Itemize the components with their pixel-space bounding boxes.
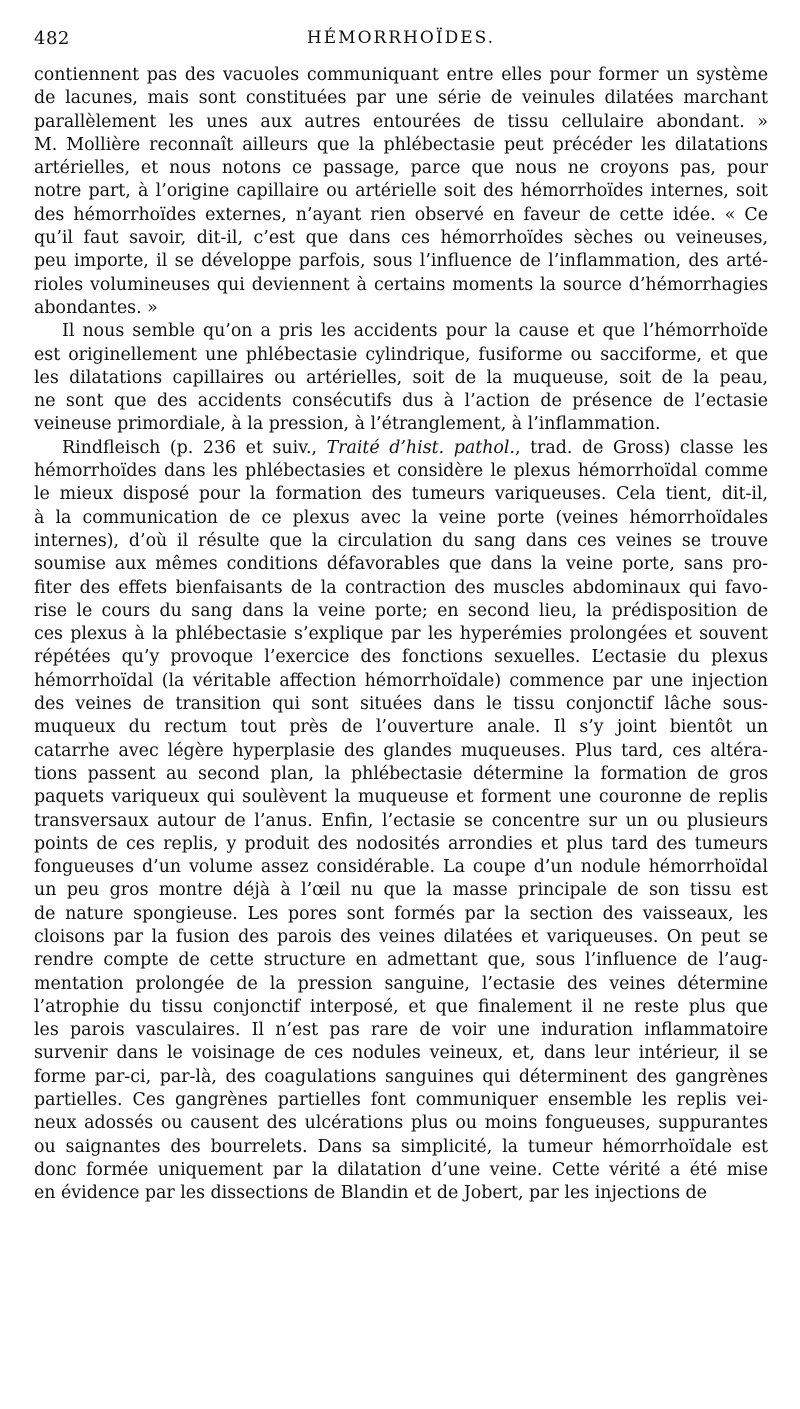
text-line: fongueuses d’un volume assez considérable. La coupe d’un nodule hémorrhoïdal	[34, 857, 768, 878]
running-title: HÉMORRHOÏDES.	[306, 28, 496, 48]
paragraph	[34, 64, 768, 320]
paragraph	[34, 437, 768, 1206]
text-line: hémorrhoïdes dans les phlébectasies et considère le plexus hémorrhoïdal comme	[34, 461, 768, 482]
text-line: est originellement une phlébectasie cylindrique, fusiforme ou sacciforme, et que	[34, 344, 768, 365]
text-line: M. Mollière reconnaît ailleurs que la phlébectasie peut précéder les dilatations	[34, 134, 768, 155]
paragraph	[34, 320, 768, 436]
text-line: muqueux du rectum tout près de l’ouverture anale. Il s’y joint bientôt un	[34, 717, 768, 738]
text-line: fiter des effets bienfaisants de la contraction des muscles abdominaux qui favo-	[34, 577, 768, 598]
text-line: les dilatations capillaires ou artérielles, soit de la muqueuse, soit de la peau,	[34, 367, 768, 388]
text-line: hémorrhoïdal (la véritable affection hémorrhoïdale) commence par une injection	[34, 670, 768, 691]
text-line: à la communication de ce plexus avec la veine porte (veines hémorrhoïdales	[34, 507, 768, 528]
text-line: les parois vasculaires. Il n’est pas rare de voir une induration inflammatoire	[34, 1020, 768, 1041]
text-line: Il nous semble qu’on a pris les accidents pour la cause et que l’hémorrhoïde	[62, 321, 768, 342]
text-line: de lacunes, mais sont constituées par une série de veinules dilatées marchant	[34, 88, 768, 109]
text-line: catarrhe avec légère hyperplasie des glandes muqueuses. Plus tard, ces altéra-	[34, 740, 768, 761]
text-line: paquets variqueux qui soulèvent la muqueuse et forment une couronne de replis	[34, 787, 768, 808]
text-line: parallèlement les unes aux autres entourées de tissu cellulaire abondant. »	[34, 111, 768, 132]
text-line: ces plexus à la phlébectasie s’explique par les hyperémies prolongées et souvent	[34, 624, 768, 645]
text-line: forme par-ci, par-là, des coagulations sanguines qui déterminent des gangrènes	[34, 1066, 768, 1087]
text-line: qu’il faut savoir, dit-il, c’est que dans ces hémorrhoïdes sèches ou veineuses,	[34, 228, 768, 249]
text-line: soumise aux mêmes conditions défavorables que dans la veine porte, sans pro-	[34, 554, 768, 575]
text-line: abondantes. »	[34, 297, 158, 318]
text-line: artérielles, et nous notons ce passage, parce que nous ne croyons pas, pour	[34, 158, 768, 179]
text-line: le mieux disposé pour la formation des tumeurs variqueuses. Cela tient, dit-il,	[34, 484, 768, 505]
text-line: contiennent pas des vacuoles communiquant entre elles pour former un système	[34, 65, 768, 85]
text-line: tions passent au second plan, la phlébectasie détermine la formation de gros	[34, 763, 768, 784]
text-line: ou saignantes des bourrelets. Dans sa simplicité, la tumeur hémorrhoïdale est	[34, 1136, 768, 1157]
text-line: transversaux autour de l’anus. Enfin, l’ectasie se concentre sur un ou plusieurs	[34, 810, 768, 831]
book-page	[34, 28, 768, 1206]
text-line: en évidence par les dissections de Blandin et de Jobert, par les injections de	[34, 1183, 707, 1204]
text-line: des veines de transition qui sont situées dans le tissu conjonctif lâche sous-	[34, 694, 768, 715]
text-line: survenir dans le voisinage de ces nodules veineux, et, dans leur intérieur, il se	[34, 1043, 768, 1064]
text-line: veineuse primordiale, à la pression, à l’étranglement, à l’inflammation.	[34, 414, 661, 435]
text-line: internes), d’où il résulte que la circulation du sang dans ces veines se trouve	[34, 530, 768, 551]
text-line: cloisons par la fusion des parois des veines dilatées et variqueuses. On peut se	[34, 926, 768, 947]
text-line: des hémorrhoïdes externes, n’ayant rien observé en faveur de cette idée. « Ce	[34, 204, 768, 225]
text-line: l’atrophie du tissu conjonctif interposé, et que finalement il ne reste plus que	[34, 996, 768, 1017]
text-line: de nature spongieuse. Les pores sont formés par la section des vaisseaux, les	[34, 903, 768, 924]
text-line: mentation prolongée de la pression sanguine, l’ectasie des veines détermine	[34, 973, 768, 994]
text-line: un peu gros montre déjà à l’œil nu que la masse principale de son tissu est	[34, 880, 768, 901]
text-line: notre part, à l’origine capillaire ou artérielle soit des hémorrhoïdes internes, soit	[34, 181, 768, 202]
body-text	[34, 64, 768, 1206]
book-title-italic: Traité d’hist. pathol.	[326, 437, 515, 458]
text-line: répétées qu’y provoque l’exercice des fonctions sexuelles. L’ectasie du plexus	[34, 647, 768, 668]
text-line: rioles volumineuses qui deviennent à certains moments la source d’hémorrhagies	[34, 274, 768, 295]
text-line: ne sont que des accidents consécutifs dus à l’action de présence de l’ectasie	[34, 391, 768, 412]
text-run: Rindfleisch (p. 236 et suiv.,	[62, 437, 327, 458]
text-line: neux adossés ou causent des ulcérations plus ou moins fongueuses, suppurantes	[34, 1113, 768, 1134]
text-line: donc formée uniquement par la dilatation d’une veine. Cette vérité a été mise	[34, 1159, 768, 1180]
page-number: 482	[34, 28, 70, 49]
text-line: peu importe, il se développe parfois, sous l’influence de l’inflammation, des arté-	[34, 251, 768, 272]
running-head	[34, 28, 768, 60]
text-line: points de ces replis, y produit des nodosités arrondies et plus tard des tumeurs	[34, 833, 768, 854]
text-line: rendre compte de cette structure en admettant que, sous l’influence de l’aug-	[34, 950, 768, 971]
text-line: partielles. Ces gangrènes partielles font communiquer ensemble les replis vei-	[34, 1090, 768, 1111]
text-run: , trad. de Gross) classe les	[514, 437, 768, 458]
text-line: rise le cours du sang dans la veine porte; en second lieu, la prédisposition de	[34, 600, 768, 621]
text-line	[34, 437, 768, 460]
